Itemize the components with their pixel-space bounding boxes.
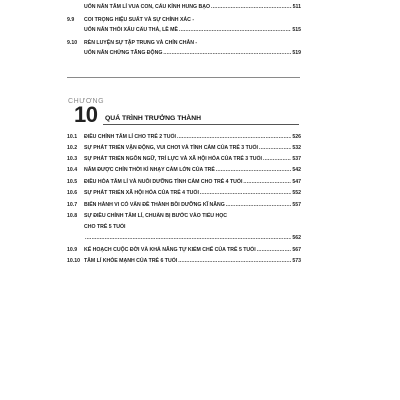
toc-entry[interactable] <box>67 247 301 254</box>
toc-entry-number: 10.7 <box>67 202 78 208</box>
toc-entry-title: UỐN NẮN CHỨNG TĂNG ĐỘNG <box>84 50 163 56</box>
chapter-label: CHƯƠNG <box>68 98 105 105</box>
toc-entry-title: SỰ PHÁT TRIỂN VẬN ĐỘNG, VUI CHƠI VÀ TÌNH CẢM CỦA TRẺ 3 TUỔI <box>84 145 258 151</box>
toc-entry[interactable] <box>67 134 301 141</box>
toc-entry-page: 562 <box>292 235 301 241</box>
toc-entry[interactable] <box>67 213 301 241</box>
toc-entry-number: 10.8 <box>67 213 78 219</box>
toc-entry-page: 537 <box>292 156 301 162</box>
toc-entry[interactable] <box>67 202 301 209</box>
toc-entry[interactable] <box>67 179 301 186</box>
toc-entry-number: 10.6 <box>67 190 78 196</box>
toc-entry-title: ĐIỀU CHỈNH TÂM LÍ CHO TRẺ 2 TUỔI <box>84 134 176 140</box>
toc-entry-title: NẮM ĐƯỢC CHÍN THỜI KÌ NHẠY CẢM LỚN CỦA TRẺ <box>84 167 215 173</box>
toc-entry-page: 511 <box>292 4 301 10</box>
toc-entry-page: 519 <box>292 50 301 56</box>
toc-entry[interactable] <box>67 40 301 54</box>
toc-entry-page: 532 <box>292 145 301 151</box>
chapter-number: 10 <box>74 102 98 127</box>
toc-entry-title: COI TRỌNG HIỆU SUẤT VÀ SỰ CHÍNH XÁC - <box>84 17 195 23</box>
toc-entry-title: BIẾN HÀNH VI CÓ VẤN ĐỀ THÀNH BỒI DƯỠNG KĨ NĂNG <box>84 202 225 208</box>
toc-entry-title: UỐN NẮN THÓI XẤU CẨU THẢ, LỀ MỀ <box>84 27 178 33</box>
toc-entry-page: 526 <box>292 134 301 140</box>
toc-entry-title: SỰ PHÁT TRIỂN XÃ HỘI HÓA CỦA TRẺ 4 TUỔI <box>84 190 199 196</box>
toc-entry-number: 9.9 <box>67 17 75 23</box>
toc-entry[interactable] <box>67 17 301 31</box>
toc-entry-title: TÂM LÍ KHỎE MẠNH CỦA TRẺ 6 TUỔI <box>84 258 178 264</box>
toc-entry-number: 10.9 <box>67 247 78 253</box>
section-divider <box>67 77 300 78</box>
toc-entry-number: 9.10 <box>67 40 78 46</box>
toc-entry[interactable] <box>67 167 301 174</box>
toc-entry-page: 573 <box>292 258 301 264</box>
toc-entry-number: 10.4 <box>67 167 78 173</box>
toc-entry-title: CHO TRẺ 5 TUỔI <box>84 224 126 230</box>
toc-entry-number: 10.5 <box>67 179 78 185</box>
toc-entry[interactable] <box>67 190 301 197</box>
toc-entry-title: ĐIỀU HÒA TÂM LÍ VÀ NUÔI DƯỠNG TÌNH CẢM CHO TRẺ 4 TUỔI <box>84 179 243 185</box>
toc-entry-title: SỰ ĐIỀU CHỈNH TÂM LÍ, CHUẨN BỊ BƯỚC VÀO TIỂU HỌC <box>84 213 228 219</box>
toc-entry[interactable] <box>67 258 301 265</box>
toc-entry-title: SỰ PHÁT TRIỂN NGÔN NGỮ, TRÍ LỰC VÀ XÃ HỘI HÓA CỦA TRẺ 3 TUỔI <box>84 156 262 162</box>
toc-entry-page: 557 <box>292 202 301 208</box>
toc-entry-title: KẾ HOẠCH CUỘC ĐỜI VÀ KHẢ NĂNG TỰ KIỂM CHẾ CỦA TRẺ 5 TUỔI <box>84 247 256 253</box>
toc-entry-title: RÈN LUYỆN SỰ TẬP TRUNG VÀ CHÍN CHẮN - <box>84 40 198 46</box>
toc-entry[interactable] <box>67 4 301 11</box>
toc-entry-page: 552 <box>292 190 301 196</box>
toc-entry-page: 567 <box>292 247 301 253</box>
toc-entry-page: 515 <box>292 27 301 33</box>
toc-entry-page: 547 <box>292 179 301 185</box>
toc-entry-number: 10.10 <box>67 258 80 264</box>
toc-entry-number: 10.1 <box>67 134 78 140</box>
toc-entry[interactable] <box>67 145 301 152</box>
toc-entry-number: 10.3 <box>67 156 78 162</box>
toc-entry-number: 10.2 <box>67 145 78 151</box>
toc-entry-page: 542 <box>292 167 301 173</box>
toc-entry-title: UỐN NẮN TÂM LÍ VUA CON, CÁU KỈNH HUNG BẠO <box>84 4 211 10</box>
chapter-title: QUÁ TRÌNH TRƯỞNG THÀNH <box>105 115 202 122</box>
toc-entry[interactable] <box>67 156 301 163</box>
chapter-title-rule <box>103 124 299 125</box>
